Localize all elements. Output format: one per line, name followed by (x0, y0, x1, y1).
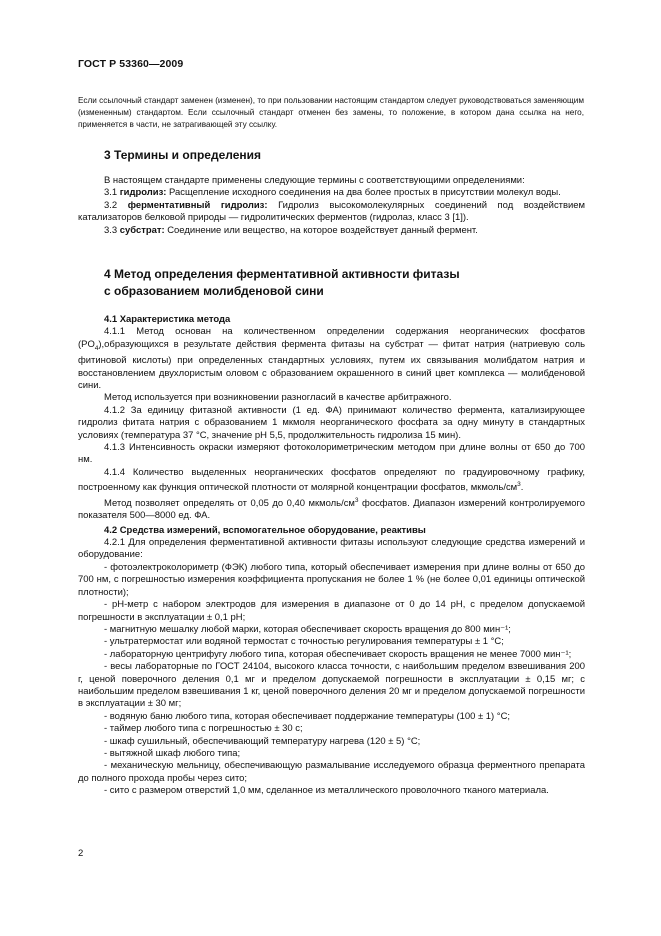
equipment-item: - ультратермостат или водяной термостат с точностью регулирования температуры ± 1 °С; (104, 636, 504, 648)
equipment-item: - магнитную мешалку любой марки, которая обеспечивает скорость вращения до 800 мин⁻¹; (104, 623, 511, 635)
equipment-item: - водяную баню любого типа, которая обеспечивает поддержание температуры (100 ± 1) °С; (104, 710, 511, 722)
term-3-3: 3.3 субстрат: Соединение или вещество, на которое воздействует данный фермент. (104, 224, 478, 236)
subsection-4-2-title: 4.2 Средства измерений, вспомогательное оборудование, реактивы (104, 524, 426, 536)
paragraph-4-1-3: 4.1.3 Интенсивность окраски измеряют фотоколориметрическим методом при длине волны от 650 до 700 нм. (78, 441, 585, 466)
equipment-item: - pH-метр с набором электродов для измерения в диапазоне от 0 до 14 pH, с пределом допускаемой погрешности в эксплуатации ± 0,1 pH; (78, 599, 585, 623)
equipment-item: - весы лабораторные по ГОСТ 24104, высокого класса точности, с наибольшим пределом взвешивания 200 г, ценой поверочного деления 0,1 мг и пределом допускаемой погрешности в эксплуатации ± 0,15 мг; с наибольшим пределом взвешивания 1 кг, ценой поверочного деления 20 мг и пределом допускаемой погрешности в эксплуатации ± 30 мг; (78, 661, 585, 710)
paragraph-4-1-2: 4.1.2 За единицу фитазной активности (1 ед. ФА) принимают количество фермента, катализирующее гидролиз фитата натрия с образованием 1 мкмоля неорганического фосфата за одну минуту в стандартных условиях (температура 37 °С, значение pH 5,5, продолжительность гидролиза 15 мин). (78, 404, 585, 441)
paragraph-range: Метод позволяет определять от 0,05 до 0,40 мкмоль/$см^3$ фосфатов. Диапазон измерений контролируемого показателя 500—8000 ед. ФА. (78, 496, 585, 522)
paragraph-arbitration: Метод используется при возникновении разногласий в качестве арбитражного. (104, 392, 452, 404)
subsection-4-1-title: 4.1 Характеристика метода (104, 314, 231, 325)
paragraph-4-1-1: 4.1.1 Метод основан на количественном определении содержания неорганических фосфатов $(PO_4),образующихся$ в результате действия фермента фитазы на субстрат — фитат натрия (натриевую соль фитиновой кислоты) при определенных стандартных условиях, путем их связывания молибдатом натрия и восстановлением двухлористым оловом с образованием окрашенного в синий цвет комплекса — молибденовой сини. (78, 326, 585, 391)
section-4-title-line2: с образованием молибденовой сини (104, 284, 324, 298)
section-4-title-line1: 4 Метод определения ферментативной активности фитазы (104, 267, 460, 281)
section-4-title (104, 266, 460, 300)
equipment-item: - шкаф сушильный, обеспечивающий температуру нагрева (120 ± 5) °С; (104, 735, 421, 747)
equipment-item: - фотоэлектроколориметр (ФЭК) любого типа, который обеспечивает измерения при длине волны от 650 до 700 нм, с погрешностью измерения коэффициента пропускания не более 1 % (не более 0,01 единицы оптической плотности); (78, 561, 585, 598)
term-name: гидролиз: (119, 187, 167, 199)
equipment-item: - вытяжной шкаф любого типа; (104, 747, 241, 759)
equipment-item: - таймер любого типа с погрешностью ± 30 с; (104, 723, 303, 735)
reference-note (78, 95, 584, 131)
term-name: субстрат: (119, 224, 165, 236)
term-3-2: 3.2 ферментативный гидролиз: Гидролиз высокомолекулярных соединений под воздействием катализаторов белковой природы — гидролитических ферментов (гидролаз, класс 3 [1]). (78, 199, 586, 224)
equipment-item: - сито с размером отверстий 1,0 мм, сделанное из металлического проволочного тканого материала. (104, 785, 549, 797)
page-number: 2 (78, 848, 84, 859)
paragraph-4-1-4: 4.1.4 Количество выделенных неорганических фосфатов определяют по градуировочному графику, построенному как функция оптической плотности от молярной концентрации фосфатов, мкмоль/$см^3$. (78, 466, 585, 494)
equipment-item: - механическую мельницу, обеспечивающую размалывание исследуемого образца ферментного препарата до полного прохода пробы через сито; (78, 760, 585, 784)
term-3-1: 3.1 гидролиз: Расщепление исходного соединения на два более простых в присутствии молекул воды. (104, 187, 561, 199)
section-3-title: 3 Термины и определения (104, 148, 262, 162)
section-3-body (78, 175, 585, 237)
reference-note-text: Если ссылочный стандарт заменен (изменен), то при пользовании настоящим стандартом следует руководствоваться заменяющим (измененным) стандартом. Если ссылочный стандарт отменен без замены, то положение, в котором дана ссылка на него, применяется в части, не затрагивающей эту ссылку. (78, 96, 584, 129)
document-header: ГОСТ Р 53360—2009 (78, 58, 184, 70)
section-3-lead: В настоящем стандарте применены следующие термины с соответствующими определениями: (104, 175, 525, 186)
equipment-item: - лабораторную центрифугу любого типа, которая обеспечивает скорость вращения не менее 7000 мин⁻¹; (104, 648, 572, 660)
paragraph-4-2-1: 4.2.1 Для определения ферментативной активности фитазы используют следующие средства измерений и оборудование: (78, 537, 585, 561)
section-4-body (78, 312, 585, 798)
term-name: ферментативный гидролиз: (127, 199, 268, 211)
